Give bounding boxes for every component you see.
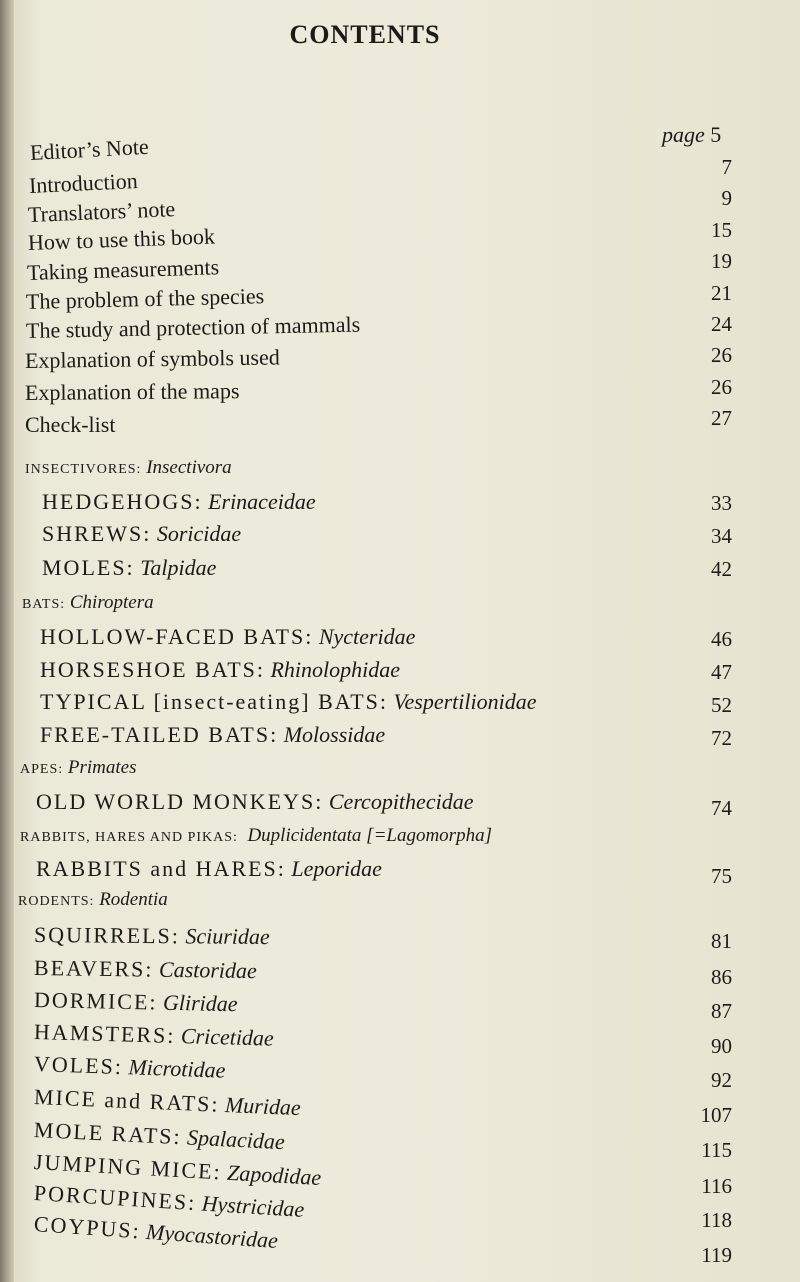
family-entry: RABBITS and HARES: Leporidae xyxy=(36,856,382,881)
toc-entry: Translators’ note xyxy=(27,196,176,227)
page-number: 46 xyxy=(711,627,732,651)
page-number: 9 xyxy=(721,186,732,210)
toc-entry: Explanation of the maps xyxy=(24,378,240,405)
page-number: 26 xyxy=(711,375,732,399)
section-heading: BATS: Chiroptera xyxy=(22,592,154,613)
page-number: 27 xyxy=(711,406,732,430)
page-number: 107 xyxy=(700,1103,732,1127)
family-entry: SQUIRRELS: Sciuridae xyxy=(33,922,270,950)
page-number: 92 xyxy=(711,1068,732,1092)
page-number: 33 xyxy=(711,491,732,515)
page-number: 72 xyxy=(711,726,732,750)
page-title: CONTENTS xyxy=(289,20,441,49)
page-edge-shadow xyxy=(0,0,14,1282)
page-number: 115 xyxy=(701,1138,732,1162)
family-entry: PORCUPINES: Hystricidae xyxy=(33,1180,306,1222)
page-number: 81 xyxy=(711,929,732,953)
section-heading: INSECTIVORES: Insectivora xyxy=(25,457,232,478)
page-number: 116 xyxy=(701,1174,732,1198)
page-label-text: page xyxy=(662,122,705,147)
page-number: 15 xyxy=(711,218,732,242)
toc-entry: How to use this book xyxy=(27,223,216,255)
page-column-label xyxy=(662,122,721,148)
toc-entry: Introduction xyxy=(28,168,139,198)
family-entry: MICE and RATS: Muridae xyxy=(33,1084,302,1121)
family-entry: HOLLOW-FACED BATS: Nycteridae xyxy=(40,624,416,649)
family-entry: SHREWS: Soricidae xyxy=(42,521,242,546)
page-number: 24 xyxy=(711,312,732,336)
page-number: 21 xyxy=(711,281,732,305)
family-entry: BEAVERS: Castoridae xyxy=(33,955,257,984)
page-number: 118 xyxy=(701,1208,732,1232)
page-number: 74 xyxy=(711,796,732,820)
toc-entry: The problem of the species xyxy=(25,283,265,314)
family-entry: JUMPING MICE: Zapodidae xyxy=(33,1149,322,1191)
page-number: 86 xyxy=(711,965,732,989)
toc-entry: The study and protection of mammals xyxy=(25,311,361,343)
family-entry: FREE-TAILED BATS: Molossidae xyxy=(40,722,386,747)
page-number: 119 xyxy=(701,1243,732,1267)
page-number: 7 xyxy=(721,155,732,179)
section-heading: RABBITS, HARES AND PIKAS: Duplicidentata [=Lagomorpha] xyxy=(20,825,492,846)
section-heading: APES: Primates xyxy=(20,757,137,778)
page-number: 34 xyxy=(711,524,732,548)
page-number: 42 xyxy=(711,557,732,581)
family-entry: HEDGEHOGS: Erinaceidae xyxy=(42,489,316,514)
family-entry: DORMICE: Gliridae xyxy=(33,987,238,1017)
family-entry: HORSESHOE BATS: Rhinolophidae xyxy=(40,657,401,682)
page-number: 19 xyxy=(711,249,732,273)
toc-entry: Taking measurements xyxy=(26,254,220,285)
family-entry: HAMSTERS: Cricetidae xyxy=(33,1019,275,1051)
page-number: 52 xyxy=(711,693,732,717)
family-entry: TYPICAL [insect-eating] BATS: Vespertilionidae xyxy=(40,689,537,714)
family-entry: MOLE RATS: Spalacidae xyxy=(33,1117,286,1155)
section-heading: RODENTS: Rodentia xyxy=(18,889,168,910)
toc-entry: Check-list xyxy=(25,412,116,437)
family-entry: VOLES: Microtidae xyxy=(33,1051,226,1083)
toc-entry: Explanation of symbols used xyxy=(24,344,280,373)
family-entry: COYPUS: Myocastoridae xyxy=(33,1211,279,1254)
page-number: 75 xyxy=(711,864,732,888)
family-entry: OLD WORLD MONKEYS: Cercopithecidae xyxy=(36,789,474,814)
page-number: 87 xyxy=(711,999,732,1023)
page-number: 90 xyxy=(711,1034,732,1058)
page-number: 47 xyxy=(711,660,732,684)
family-entry: MOLES: Talpidae xyxy=(42,555,217,580)
page-label-first-number: 5 xyxy=(710,122,722,147)
page-number: 26 xyxy=(711,343,732,367)
toc-entry: Editor’s Note xyxy=(29,133,150,165)
